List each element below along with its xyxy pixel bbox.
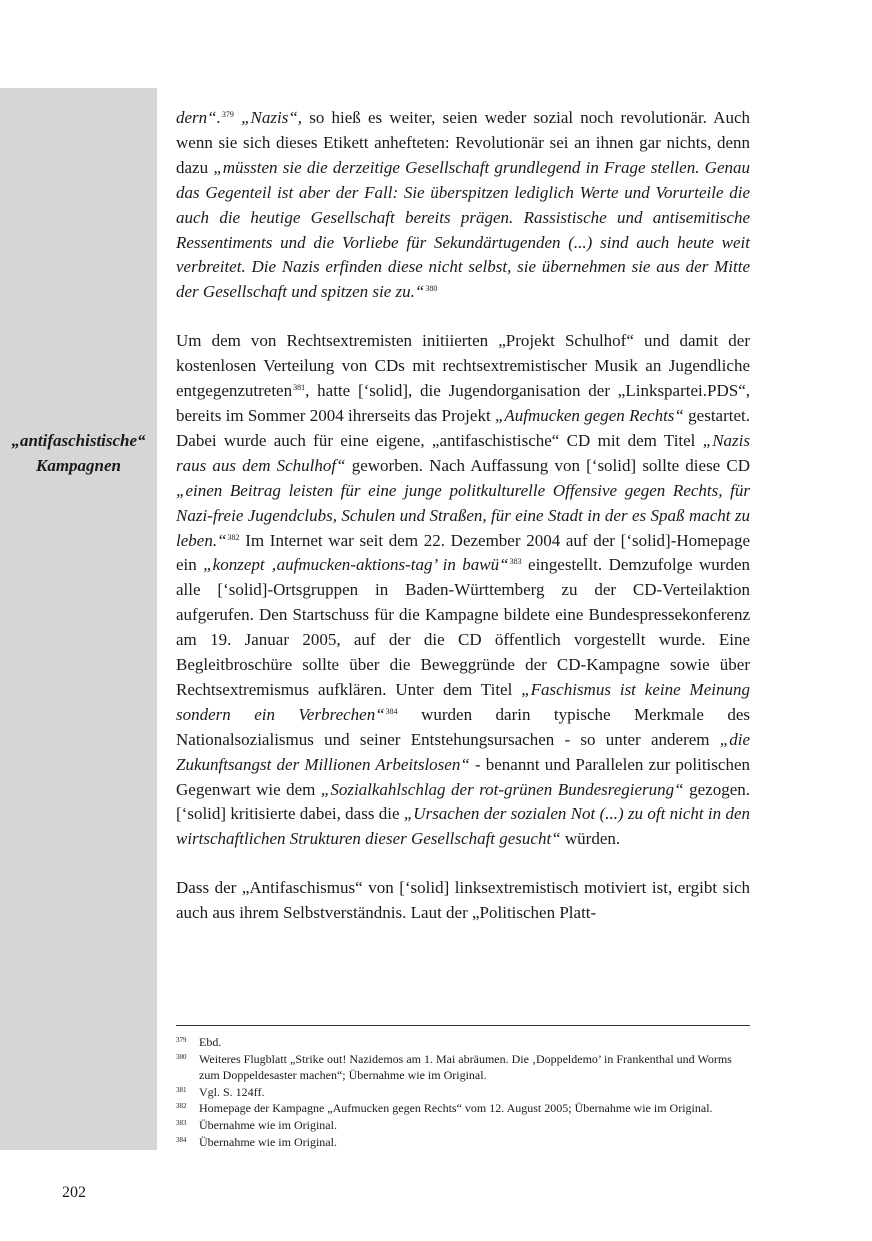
margin-band (0, 88, 157, 1150)
footnote-ref: 381 (293, 383, 306, 393)
paragraph (176, 329, 750, 852)
footnote-text: Homepage der Kampagne „Aufmucken gegen Rechts“ vom 12. August 2005; Übernahme wie im Original. (199, 1101, 713, 1116)
text-run (234, 108, 241, 127)
paragraph (176, 876, 750, 926)
quoted-text: „einen Beitrag leisten für eine junge politkulturelle Offensive gegen Rechts, für Nazi-freie Jugendclubs, Schulen und Straßen, für eine Stadt in der es Spaß macht zu leben.“ (176, 480, 750, 550)
footnote-text: Weiteres Flugblatt „Strike out! Nazidemos am 1. Mai abräumen. Die ‚Doppeldemo’ in Frankenthal und Worms zum Doppeldesaster machen“; Übernahme wie im Original. (199, 1051, 732, 1083)
quoted-text: „Faschismus ist keine Meinung sondern ein Verbrechen“ (176, 679, 750, 724)
text-run: , so hieß es weiter, seien weder sozial noch revolutionär. Auch wenn sie sich dieses Etikett anhefteten: Revolutionär sei an ihnen gar nichts, denn dazu (176, 108, 751, 177)
quoted-text: „die Zukunftsangst der Millionen Arbeitslosen“ (176, 729, 750, 774)
footnote (176, 1100, 750, 1117)
footnote-number: 381 (176, 1085, 187, 1094)
quoted-text: „Ursachen der sozialen Not (...) zu oft nicht in den wirtschaftlichen Strukturen dieser Gesellschaft gesucht“ (176, 804, 750, 849)
footnote-text: Vgl. S. 124ff. (199, 1084, 265, 1099)
footnote-number: 384 (176, 1135, 187, 1144)
footnote-number: 382 (176, 1102, 187, 1111)
text-run: würden. (560, 829, 621, 849)
quoted-text: „Aufmucken gegen Rechts“ (494, 405, 684, 425)
margin-note (0, 428, 157, 478)
text-run: Dass der „Antifaschismus“ von [‘solid] linksextremistisch motiviert ist, ergibt sich auch aus ihrem Selbstverständnis. Laut der „Politischen Platt- (176, 878, 750, 923)
text-run: eingestellt. Demzufolge wurden alle [‘solid]-Ortsgruppen in Baden-Württemberg zu der CD-Verteilaktion aufgerufen. Den Startschuss für die Kampagne bildete eine Bundespressekonferenz am 19. Januar 2005, auf der die CD öffentlich vorgestellt wurde. Eine Begleitbroschüre sollte über die Beweggründe der CD-Kampagne sowie über Rechtsextremismus aufklären. Unter dem Titel (176, 555, 750, 699)
margin-note-line-1: „antifaschistische“ (11, 431, 146, 450)
text-run: geworben. Nach Auffassung von [‘solid] sollte diese CD (345, 455, 750, 475)
text-run: gestartet. Dabei wurde auch für eine eigene, „antifaschistische“ CD mit dem Titel (176, 405, 750, 450)
quoted-text: „müssten sie die derzeitige Gesellschaft grundlegend in Frage stellen. Genau das Gegenteil ist aber der Fall: Sie überspitzen lediglich Werte und Vorurteile die auch die heutige Gesellschaft bereits prägen. Rassistische und antisemitische Ressentiments und die Vorliebe für Sekundärtugenden (...) sind auch heute weit verbreitet. Die Nazis erfinden diese nicht selbst, sie übernehmen sie aus der Mitte der Gesellschaft und spitzen sie zu.“ (176, 157, 751, 302)
footnote-number: 383 (176, 1118, 187, 1127)
footnote-number: 380 (176, 1052, 187, 1061)
text-run: wurden darin typische Merkmale des Nationalsozialismus und seiner Entstehungsursachen - so unter anderem (176, 704, 750, 749)
quoted-text: „Nazis raus aus dem Schulhof“ (176, 430, 750, 475)
quoted-text: „Sozialkahlschlag der rot-grünen Bundesregierung“ (320, 779, 684, 799)
footnote-text: Ebd. (199, 1035, 222, 1049)
page-number: 202 (62, 1184, 86, 1201)
footnote (176, 1034, 750, 1051)
text-run: gezogen. [‘solid] kritisierte dabei, dass die (176, 779, 751, 824)
footnote-ref: 382 (227, 532, 240, 542)
body-text (176, 106, 750, 926)
quoted-text: dern“. (176, 108, 221, 127)
footnote-ref: 384 (385, 706, 398, 716)
text-run: , hatte [‘solid], die Jugendorganisation der „Linkspartei.PDS“, bereits im Sommer 2004 ihrerseits das Projekt (176, 381, 750, 425)
footnote-ref: 380 (425, 284, 438, 294)
footnote-ref: 379 (221, 110, 234, 119)
footnote-text: Übernahme wie im Original. (199, 1134, 337, 1149)
quoted-text: „Nazis“ (241, 108, 298, 127)
margin-note-line-2: Kampagnen (35, 456, 122, 475)
paragraph (176, 106, 750, 305)
footnotes (176, 1025, 750, 1150)
text-run: Um dem von Rechtsextremisten initiierten „Projekt Schulhof“ und damit der kostenlosen Verteilung von CDs mit rechtsextremistischer Musik an Jugendliche entgegenzutreten (176, 331, 750, 401)
footnote (176, 1134, 750, 1151)
footnote (176, 1051, 750, 1084)
footnote-ref: 383 (509, 557, 522, 567)
footnote (176, 1084, 750, 1101)
text-run: - benannt und Parallelen zur politischen Gegenwart wie dem (176, 754, 750, 799)
quoted-text: „konzept ‚aufmucken-aktions-tag’ in bawü“ (203, 555, 509, 575)
text-run: Im Internet war seit dem 22. Dezember 2004 auf der [‘solid]-Homepage ein (176, 530, 750, 575)
footnote (176, 1117, 750, 1134)
footnote-number: 379 (176, 1036, 187, 1044)
footnote-text: Übernahme wie im Original. (199, 1117, 337, 1132)
